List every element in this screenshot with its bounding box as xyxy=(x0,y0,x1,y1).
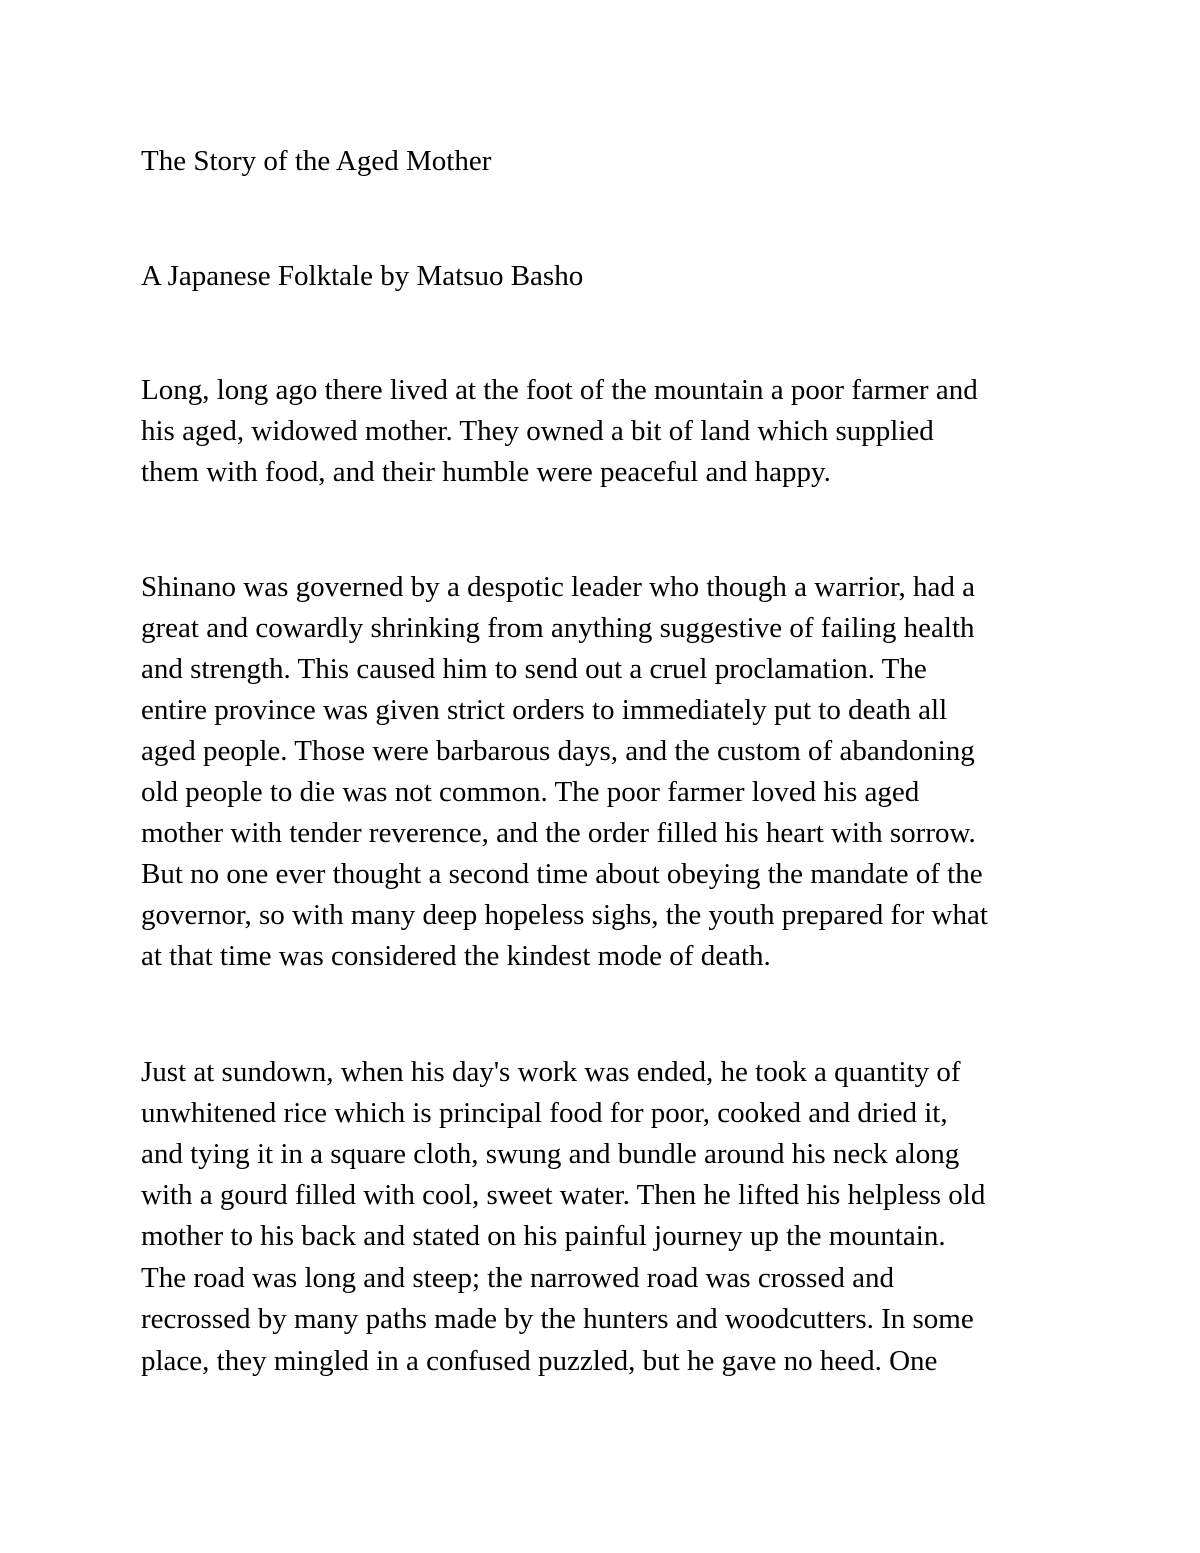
paragraph-3-line-2: unwhitened rice which is principal food for poor, cooked and dried it, xyxy=(141,1097,948,1129)
paragraph-3-line-1: Just at sundown, when his day's work was ended, he took a quantity of xyxy=(141,1056,961,1088)
paragraph-1-line-3: them with food, and their humble were peaceful and happy. xyxy=(141,456,831,488)
paragraph-3-line-3: and tying it in a square cloth, swung and bundle around his neck along xyxy=(141,1138,960,1170)
paragraph-2-line-7: mother with tender reverence, and the order filled his heart with sorrow. xyxy=(141,817,976,849)
paragraph-2-line-8: But no one ever thought a second time about obeying the mandate of the xyxy=(141,858,983,890)
paragraph-3-line-8: place, they mingled in a confused puzzled, but he gave no heed. One xyxy=(141,1345,938,1377)
paragraph-2-line-9: governor, so with many deep hopeless sighs, the youth prepared for what xyxy=(141,899,988,931)
paragraph-2-line-3: and strength. This caused him to send out a cruel proclamation. The xyxy=(141,653,927,685)
paragraph-2-line-2: great and cowardly shrinking from anything suggestive of failing health xyxy=(141,612,975,644)
paragraph-2-line-6: old people to die was not common. The poor farmer loved his aged xyxy=(141,776,920,808)
paragraph-2-line-10: at that time was considered the kindest mode of death. xyxy=(141,940,771,972)
paragraph-2-line-4: entire province was given strict orders to immediately put to death all xyxy=(141,694,948,726)
paragraph-2-line-5: aged people. Those were barbarous days, and the custom of abandoning xyxy=(141,735,975,767)
paragraph-3-line-4: with a gourd filled with cool, sweet water. Then he lifted his helpless old xyxy=(141,1179,986,1211)
document-subtitle: A Japanese Folktale by Matsuo Basho xyxy=(141,260,584,292)
paragraph-3-line-5: mother to his back and stated on his painful journey up the mountain. xyxy=(141,1220,946,1252)
paragraph-1-line-1: Long, long ago there lived at the foot of the mountain a poor farmer and xyxy=(141,374,978,406)
document-title: The Story of the Aged Mother xyxy=(141,145,492,177)
paragraph-2-line-1: Shinano was governed by a despotic leader who though a warrior, had a xyxy=(141,571,975,603)
paragraph-3-line-6: The road was long and steep; the narrowed road was crossed and xyxy=(141,1262,894,1294)
paragraph-1-line-2: his aged, widowed mother. They owned a bit of land which supplied xyxy=(141,415,934,447)
paragraph-3-line-7: recrossed by many paths made by the hunters and woodcutters. In some xyxy=(141,1303,974,1335)
